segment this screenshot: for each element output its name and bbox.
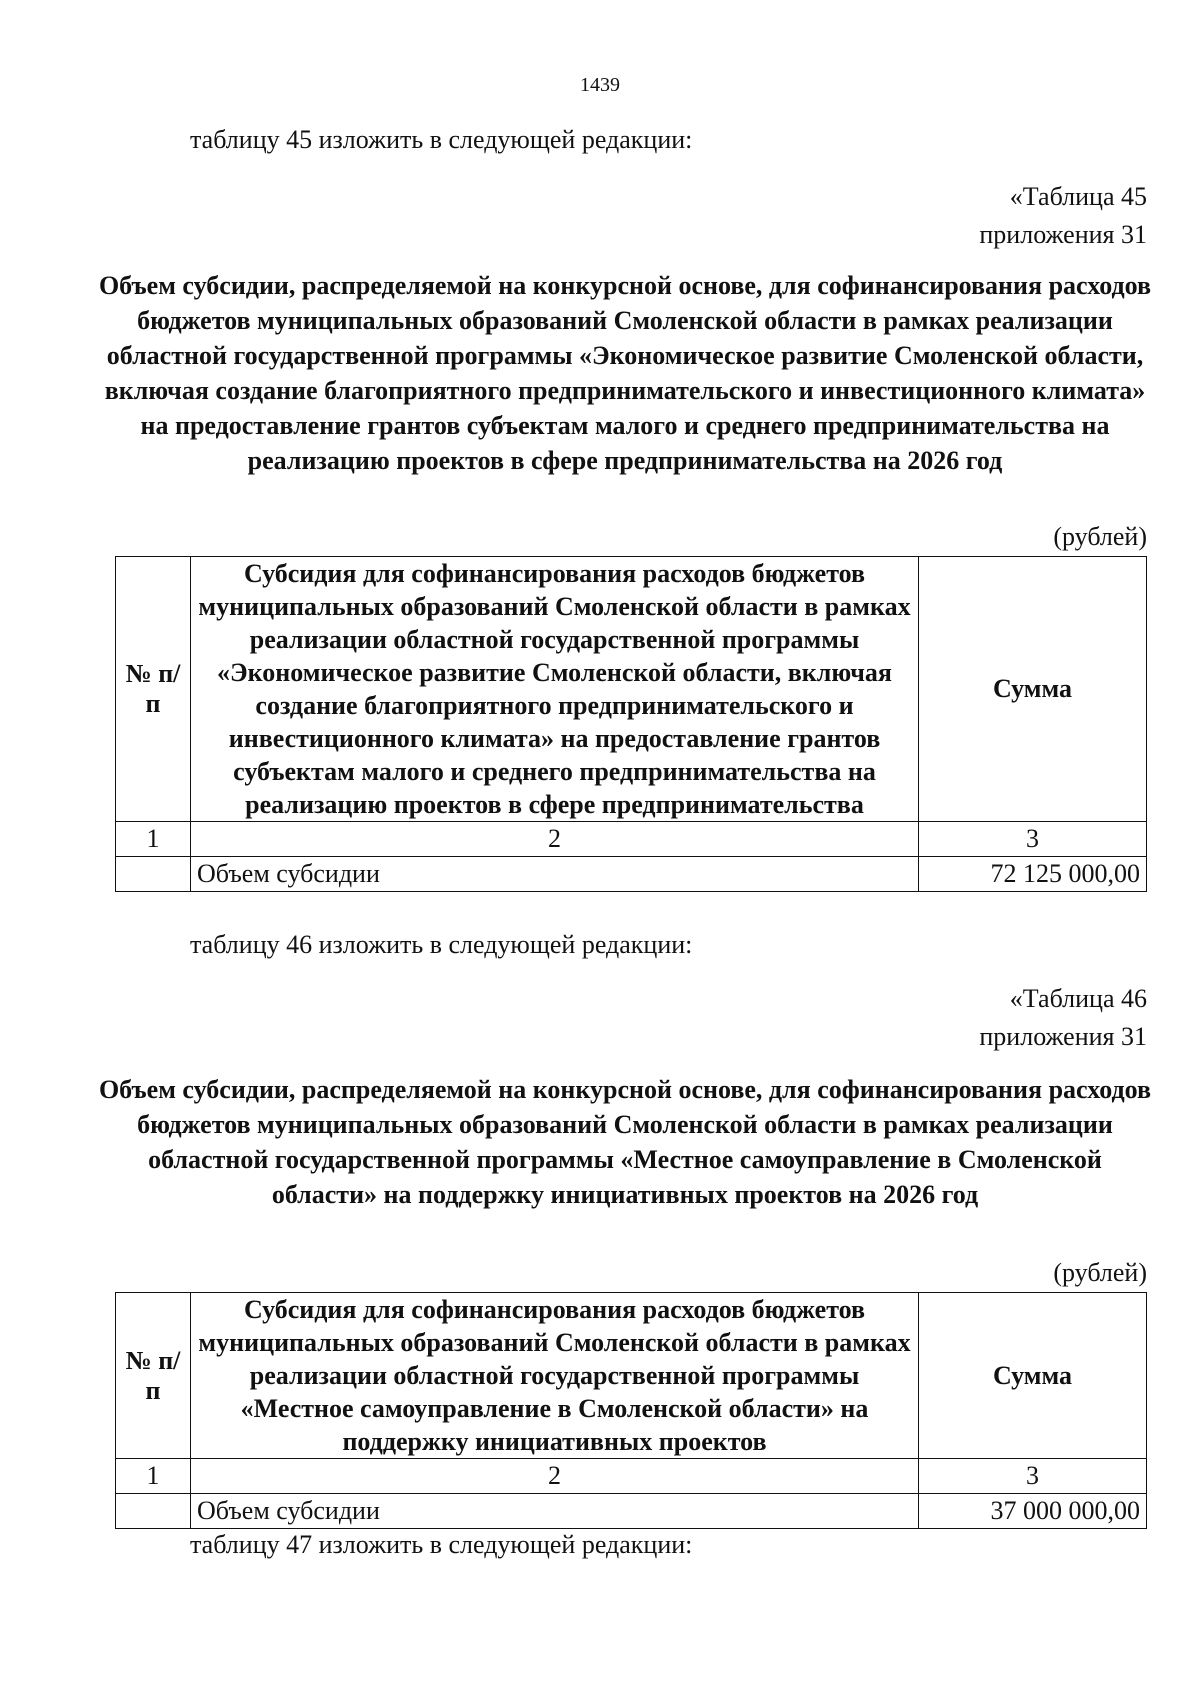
row-number-cell	[116, 857, 191, 892]
page-number: 1439	[580, 74, 620, 96]
table-45-caption	[979, 178, 1147, 254]
table-45-caption-line2: приложения 31	[979, 220, 1147, 249]
column-number-2: 2	[191, 1459, 919, 1494]
column-number-2: 2	[191, 822, 919, 857]
column-number-1: 1	[116, 1459, 191, 1494]
column-number-3: 3	[919, 1459, 1147, 1494]
table-45-column-numbers-row	[116, 822, 1147, 857]
header-sum-cell: Сумма	[919, 557, 1147, 822]
table-45-units: (рублей)	[1053, 522, 1147, 551]
instruction-table-46: таблицу 46 изложить в следующей редакции:	[190, 930, 693, 959]
table-46-caption-line2: приложения 31	[979, 1022, 1147, 1051]
table-46-units: (рублей)	[1053, 1258, 1147, 1287]
row-label-cell: Объем субсидии	[191, 1494, 919, 1529]
instruction-table-47: таблицу 47 изложить в следующей редакции:	[190, 1530, 693, 1559]
table-46-header-row	[116, 1293, 1147, 1459]
header-sum-cell: Сумма	[919, 1293, 1147, 1459]
instruction-table-45: таблицу 45 изложить в следующей редакции:	[190, 125, 693, 154]
row-amount-cell: 37 000 000,00	[919, 1494, 1147, 1529]
table-46-caption	[979, 980, 1147, 1056]
table-46-column-numbers-row	[116, 1459, 1147, 1494]
row-amount-cell: 72 125 000,00	[919, 857, 1147, 892]
table-45-title: Объем субсидии, распределяемой на конкурсной основе, для софинансирования расходов бюджетов муниципальных образований Смоленской области в рамках реализации областной государственной программы «Экономическое развитие Смоленской области, включая создание благоприятного предпринимательского и инвестиционного климата» на предоставление грантов субъектам малого и среднего предпринимательства на реализацию проектов в сфере предпринимательства на 2026 год	[98, 271, 1152, 475]
row-label-cell: Объем субсидии	[191, 857, 919, 892]
column-number-1: 1	[116, 822, 191, 857]
table-46	[115, 1292, 1147, 1529]
table-45-header-row	[116, 557, 1147, 822]
header-number-cell: № п/п	[116, 557, 191, 822]
header-number-cell: № п/п	[116, 1293, 191, 1459]
table-45	[115, 556, 1147, 892]
header-description-cell: Субсидия для софинансирования расходов бюджетов муниципальных образований Смоленской области в рамках реализации областной государственной программы «Местное самоуправление в Смоленской области» на поддержку инициативных проектов	[191, 1293, 919, 1459]
table-46-caption-line1: «Таблица 46	[1009, 984, 1147, 1013]
row-number-cell	[116, 1494, 191, 1529]
table-45-data-row	[116, 857, 1147, 892]
header-description-cell: Субсидия для софинансирования расходов бюджетов муниципальных образований Смоленской области в рамках реализации областной государственной программы «Экономическое развитие Смоленской области, включая создание благоприятного предпринимательского и инвестиционного климата» на предоставление грантов субъектам малого и среднего предпринимательства на реализацию проектов в сфере предпринимательства	[191, 557, 919, 822]
table-46-data-row	[116, 1494, 1147, 1529]
table-46-title: Объем субсидии, распределяемой на конкурсной основе, для софинансирования расходов бюджетов муниципальных образований Смоленской области в рамках реализации областной государственной программы «Местное самоуправление в Смоленской области» на поддержку инициативных проектов на 2026 год	[98, 1075, 1152, 1209]
table-45-caption-line1: «Таблица 45	[1009, 182, 1147, 211]
column-number-3: 3	[919, 822, 1147, 857]
